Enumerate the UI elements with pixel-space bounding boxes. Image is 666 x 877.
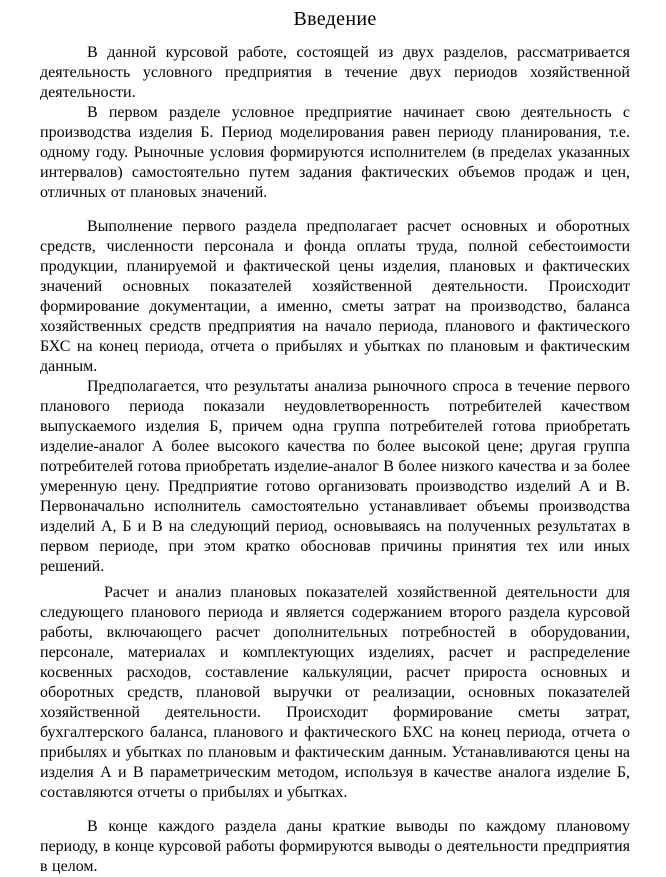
page-title: Введение [293, 8, 377, 30]
paragraph-section1-tasks: Выполнение первого раздела предполагает расчет основных и оборотных средств, численности персонала и фонда оплаты труда, полной себестоимости продукции, планируемой и фактической цены изделия, плановых и фактических значений основных показателей хозяйственной деятельности. Происходит формирование документации, а именно, сметы затрат на производство, баланса хозяйственных средств предприятия на начало периода, планового и фактического БХС на конец периода, отчета о прибылях и убытках по плановым и фактическим данным. [40, 218, 630, 375]
paragraph-intro: В данной курсовой работе, состоящей из двух разделов, рассматривается деятельность условного предприятия в течение двух периодов хозяйственной деятельности. [40, 44, 630, 101]
paragraph-demand-analysis: Предполагается, что результаты анализа рыночного спроса в течение первого планового периода показали неудовлетворенность потребителей качеством выпускаемого изделия Б, причем одна группа потребителей готова приобретать изделие-аналог А более высокого качества по более высокой цене; другая группа потребителей готова приобретать изделие-аналог В более низкого качества и за более умеренную цену. Предприятие готово организовать производство изделий А и В. Первоначально исполнитель самостоятельно устанавливает объемы производства изделий А, Б и В на следующий период, основываясь на полученных результатах в первом периоде, при этом кратко обосновав причины принятия тех или иных решений. [40, 378, 630, 575]
paragraph-section1-start: В первом разделе условное предприятие начинает свою деятельность с производства изделия Б. Период моделирования равен периоду планирования, т.е. одному году. Рыночные условия формируются исполнителем (в пределах указанных интервалов) самостоятельно путем задания фактических объемов продаж и цен, отличных от плановых значений. [40, 104, 630, 201]
paragraph-section2: Расчет и анализ плановых показателей хозяйственной деятельности для следующего планового периода и является содержанием второго раздела курсовой работы, включающего расчет дополнительных потребностей в оборудовании, персонале, материалах и комплектующих изделиях, расчет и распределение косвенных расходов, составление калькуляции, расчет прироста основных и оборотных средств, плановой выручки от реализации, основных показателей хозяйственной деятельности. Происходит формирование сметы затрат, бухгалтерского баланса, планового и фактического БХС на конец периода, отчета о прибылях и убытках по плановым и фактическим данным. Устанавливаются цены на изделия А и В параметрическим методом, используя в качестве аналога изделие Б, составляются отчеты о прибылях и убытках. [40, 584, 630, 801]
paragraph-conclusions: В конце каждого раздела даны краткие выводы по каждому плановому периоду, в конце курсовой работы формируются выводы о деятельности предприятия в целом. [40, 818, 630, 875]
